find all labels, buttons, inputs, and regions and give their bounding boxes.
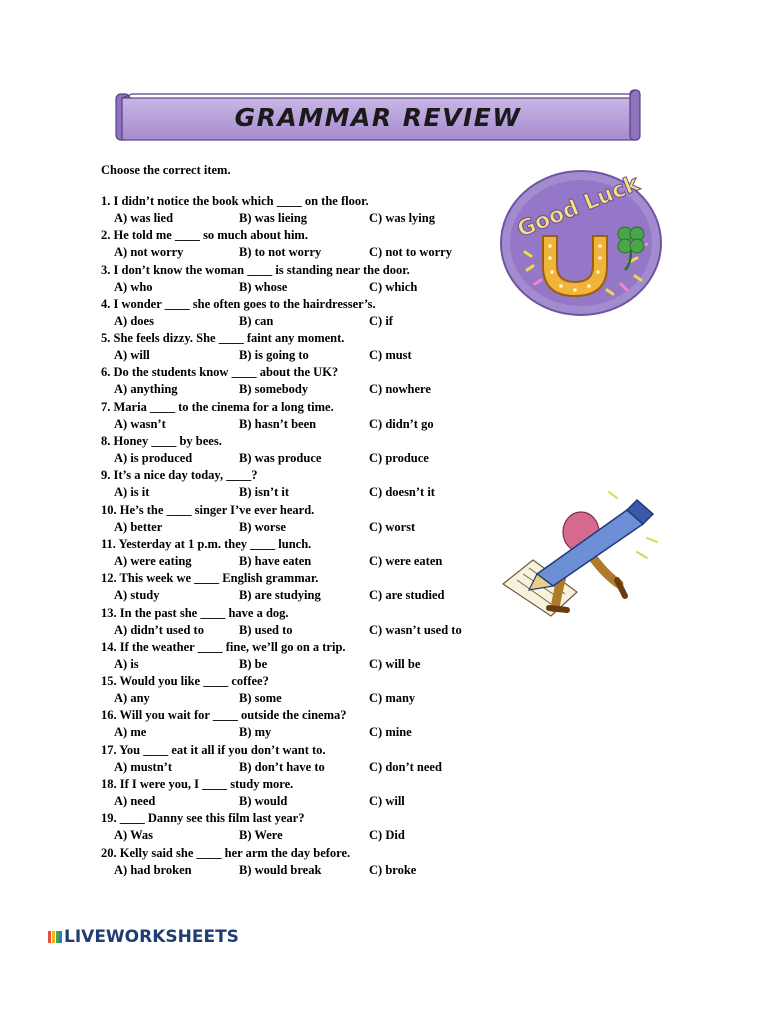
question-item xyxy=(101,640,501,674)
option-b[interactable]: B) are studying xyxy=(239,588,321,603)
option-a[interactable]: A) is it xyxy=(114,485,150,500)
question-item xyxy=(101,400,501,434)
option-b[interactable]: B) used to xyxy=(239,622,293,637)
option-b[interactable]: B) somebody xyxy=(239,382,309,397)
option-c[interactable]: C) which xyxy=(369,279,418,294)
option-b[interactable]: B) was produce xyxy=(239,451,322,466)
question-text: 3. I don’t know the woman ____ is standing near the door. xyxy=(101,262,410,277)
question-text: 18. If I were you, I ____ study more. xyxy=(101,777,294,792)
question-text: 20. Kelly said she ____ her arm the day before. xyxy=(101,845,351,860)
question-item xyxy=(101,434,501,468)
option-c[interactable]: C) must xyxy=(369,348,412,363)
option-a[interactable]: A) mustn’t xyxy=(114,759,172,774)
option-c[interactable]: C) nowhere xyxy=(369,382,431,397)
question-item xyxy=(101,194,501,228)
question-text: 13. In the past she ____ have a dog. xyxy=(101,605,289,620)
option-c[interactable]: C) are studied xyxy=(369,588,445,603)
option-b[interactable]: B) some xyxy=(239,691,282,706)
question-text: 17. You ____ eat it all if you don’t want to. xyxy=(101,742,326,757)
option-c[interactable]: C) many xyxy=(369,691,416,706)
option-a[interactable]: A) will xyxy=(114,348,150,363)
option-b[interactable]: B) can xyxy=(239,313,274,328)
question-text: 7. Maria ____ to the cinema for a long time. xyxy=(101,399,334,414)
option-a[interactable]: A) were eating xyxy=(114,553,192,568)
option-a[interactable]: A) need xyxy=(114,794,156,809)
option-c[interactable]: C) not to worry xyxy=(369,245,452,260)
option-c[interactable]: C) don’t need xyxy=(369,759,442,774)
option-c[interactable]: C) didn’t go xyxy=(369,416,434,431)
question-text: 5. She feels dizzy. She ____ faint any moment. xyxy=(101,331,345,346)
option-b[interactable]: B) was lieing xyxy=(239,211,308,225)
question-item xyxy=(101,263,501,297)
question-item xyxy=(101,674,501,708)
option-a[interactable]: A) didn’t used to xyxy=(114,622,204,637)
pen-writing-icon xyxy=(497,488,667,623)
option-a[interactable]: A) had broken xyxy=(114,862,192,877)
question-list xyxy=(101,194,501,880)
instruction-text: Choose the correct item. xyxy=(101,163,231,177)
question-item xyxy=(101,228,501,262)
question-text: 19. ____ Danny see this film last year? xyxy=(101,811,305,826)
option-c[interactable]: C) doesn’t it xyxy=(369,485,435,500)
option-c[interactable]: C) worst xyxy=(369,519,416,534)
option-b[interactable]: B) be xyxy=(239,656,268,671)
option-b[interactable]: B) isn’t it xyxy=(239,485,289,500)
question-item xyxy=(101,743,501,777)
option-a[interactable]: A) wasn’t xyxy=(114,416,166,431)
option-b[interactable]: B) my xyxy=(239,725,272,740)
option-c[interactable]: C) were eaten xyxy=(369,553,443,568)
option-c[interactable]: C) will be xyxy=(369,656,421,671)
question-item xyxy=(101,468,501,502)
logo-text: LIVEWORKSHEETS xyxy=(64,927,239,947)
option-a[interactable]: A) was lied xyxy=(114,211,174,225)
option-a[interactable]: A) any xyxy=(114,691,150,706)
option-a[interactable]: A) me xyxy=(114,725,147,740)
question-text: 16. Will you wait for ____ outside the cinema? xyxy=(101,708,347,723)
option-b[interactable]: B) have eaten xyxy=(239,553,312,568)
liveworksheets-mark-icon xyxy=(48,929,62,945)
question-text: 15. Would you like ____ coffee? xyxy=(101,674,269,689)
option-b[interactable]: B) worse xyxy=(239,519,286,534)
option-a[interactable]: A) who xyxy=(114,279,153,294)
question-text: 6. Do the students know ____ about the UK? xyxy=(101,365,339,380)
option-c[interactable]: C) Did xyxy=(369,828,405,843)
option-c[interactable]: C) broke xyxy=(369,862,417,877)
option-b[interactable]: B) whose xyxy=(239,279,288,294)
option-a[interactable]: A) is xyxy=(114,656,139,671)
option-c[interactable]: C) wasn’t used to xyxy=(369,622,462,637)
question-text: 2. He told me ____ so much about him. xyxy=(101,228,308,243)
question-text: 11. Yesterday at 1 p.m. they ____ lunch. xyxy=(101,536,312,551)
option-a[interactable]: A) study xyxy=(114,588,160,603)
option-a[interactable]: A) does xyxy=(114,313,154,328)
option-b[interactable]: B) would break xyxy=(239,862,322,877)
option-a[interactable]: A) Was xyxy=(114,828,154,843)
liveworksheets-logo xyxy=(48,927,239,947)
question-item xyxy=(101,331,501,365)
question-text: 9. It’s a nice day today, ____? xyxy=(101,468,258,483)
question-item xyxy=(101,571,501,605)
option-a[interactable]: A) not worry xyxy=(114,245,184,260)
option-c[interactable]: C) was lying xyxy=(369,211,435,225)
question-text: 14. If the weather ____ fine, we’ll go on a trip. xyxy=(101,639,346,654)
option-a[interactable]: A) better xyxy=(114,519,163,534)
question-item xyxy=(101,537,501,571)
option-a[interactable]: A) anything xyxy=(114,382,178,397)
question-item xyxy=(101,777,501,811)
option-b[interactable]: B) Were xyxy=(239,828,283,843)
title-banner xyxy=(114,88,642,144)
question-item xyxy=(101,297,501,331)
option-b[interactable]: B) to not worry xyxy=(239,245,322,260)
good-luck-text: Good Luck xyxy=(513,171,643,243)
option-c[interactable]: C) mine xyxy=(369,725,412,740)
question-text: 8. Honey ____ by bees. xyxy=(101,434,222,449)
option-b[interactable]: B) is going to xyxy=(239,348,309,363)
option-c[interactable]: C) produce xyxy=(369,451,429,466)
option-b[interactable]: B) would xyxy=(239,794,288,809)
question-item xyxy=(101,846,501,880)
question-text: 12. This week we ____ English grammar. xyxy=(101,571,319,586)
question-text: 10. He’s the ____ singer I’ve ever heard. xyxy=(101,502,315,517)
question-item xyxy=(101,811,501,845)
good-luck-horseshoe-icon xyxy=(497,166,667,323)
option-b[interactable]: B) hasn’t been xyxy=(239,416,317,431)
page-title: GRAMMAR REVIEW xyxy=(234,102,522,132)
option-b[interactable]: B) don’t have to xyxy=(239,759,325,774)
option-c[interactable]: C) if xyxy=(369,313,393,328)
question-item xyxy=(101,365,501,399)
option-a[interactable]: A) is produced xyxy=(114,451,193,466)
question-text: 1. I didn’t notice the book which ____ on the floor. xyxy=(101,194,369,208)
question-item xyxy=(101,606,501,640)
question-text: 4. I wonder ____ she often goes to the hairdresser’s. xyxy=(101,296,376,311)
question-item xyxy=(101,708,501,742)
option-c[interactable]: C) will xyxy=(369,794,405,809)
question-item xyxy=(101,503,501,537)
